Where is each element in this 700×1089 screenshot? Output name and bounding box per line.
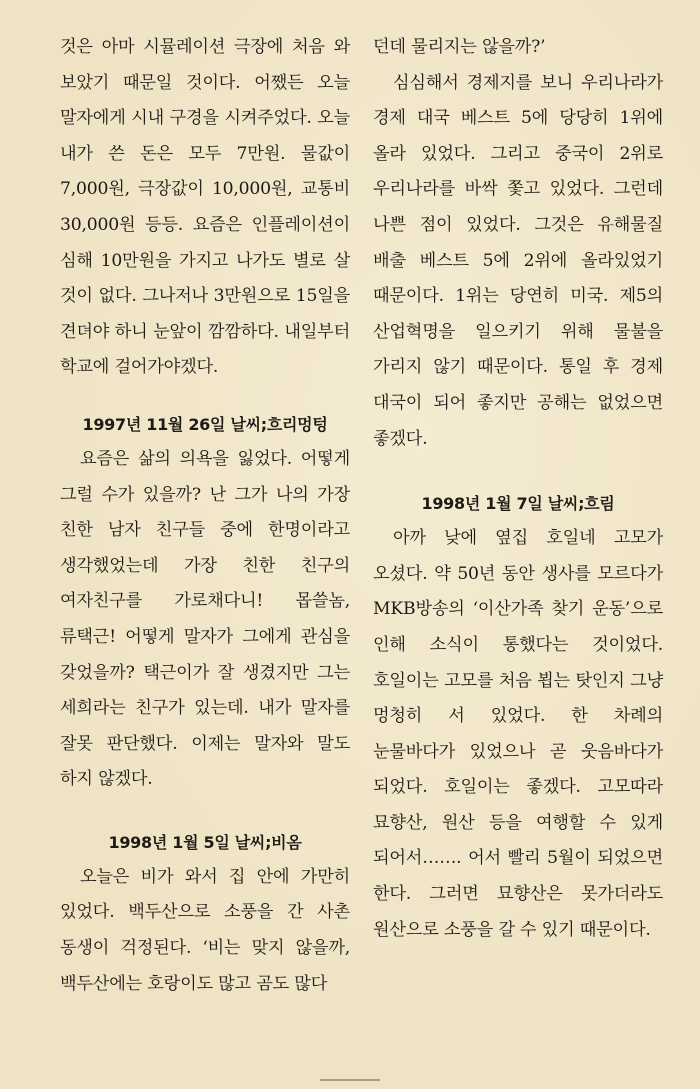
spacer <box>373 457 663 487</box>
diary-entry-body: 아까 낮에 옆집 호일네 고모가 오셨다. 약 50년 동안 생사를 모르다가 MKB방송의 ‘이산가족 찾기 운동’으로 인해 소식이 통했다는 것이었다. 호일이는 고모를 처음 뵙는 탓인지 그냥 멍청히 서 있었다. 한 차례의 눈물바다가 있었으나 곧 웃음바다가 되었다. 호일이는 좋겠다. 고모따라 묘향산, 원산 등을 여행할 수 있게 되어서……. 어서 빨리 5월이 되었으면 한다. 그러면 묘향산은 못가더라도 원산으로 소풍을 갈 수 있기 때문이다. <box>373 528 663 940</box>
diary-continued-paragraph: 것은 아마 시뮬레이션 극장에 처음 와 보았기 때문일 것이다. 어쨌든 오늘 말자에게 시내 구경을 시켜주었다. 오늘 내가 쓴 돈은 모두 7만원. 물값이 7,000원, 극장값이 10,000원, 교통비 30,000원 등등. 요즘은 인플레이션이 심해 10만원을 가지고 나가도 별로 살 것이 없다. 그나저나 3만원으로 15일을 견뎌야 하니 눈앞이 깜깜하다. 내일부터 학교에 걸어가야겠다. <box>60 37 350 378</box>
spacer <box>60 798 350 826</box>
diary-entry-heading: 1997년 11월 26일 날씨;흐리멍텅 <box>82 414 328 434</box>
left-column <box>60 30 350 1002</box>
diary-entry-body: 요즘은 삶의 의욕을 잃었다. 어떻게 그럴 수가 있을까? 난 그가 나의 가장 친한 남자 친구들 중에 한명이라고 생각했었는데 가장 친한 친구의 여자친구를 가로채다니! 몹쓸놈, 류택근! 어떻게 말자가 그에게 관심을 갖었을까? 택근이가 잘 생겼지만 그는 세희라는 친구가 있는데. 내가 말자를 잘못 판단했다. 이제는 말자와 말도 하지 않겠다. <box>60 448 350 790</box>
diary-entry-heading: 1998년 1월 7일 날씨;흐림 <box>421 494 615 514</box>
spacer <box>60 386 350 408</box>
right-column <box>373 30 663 948</box>
page-number-mark <box>320 1079 380 1089</box>
diary-continued-paragraph: 던데 물리지는 않을까?’ <box>373 37 546 57</box>
diary-entry-body: 오늘은 비가 와서 집 안에 가만히 있었다. 백두산으로 소풍을 간 사촌 동생이 걱정된다. ‘비는 맞지 않을까, 백두산에는 호랑이도 많고 곰도 많다 <box>60 866 350 994</box>
diary-paragraph: 심심해서 경제지를 보니 우리나라가 경제 대국 베스트 5에 당당히 1위에 올라 있었다. 그리고 중국이 2위로 우리나라를 바싹 쫓고 있었다. 그런데 나쁜 점이 있었다. 그것은 유해물질 배출 베스트 5에 2위에 올라있었기 때문이다. 1위는 당연히 미국. 제5의 산업혁명을 일으키기 위해 물불을 가리지 않기 때문이다. 통일 후 경제 대국이 되어 좋지만 공해는 없었으면 좋겠다. <box>373 72 663 449</box>
diary-entry-heading: 1998년 1월 5일 날씨;비옴 <box>108 832 302 852</box>
